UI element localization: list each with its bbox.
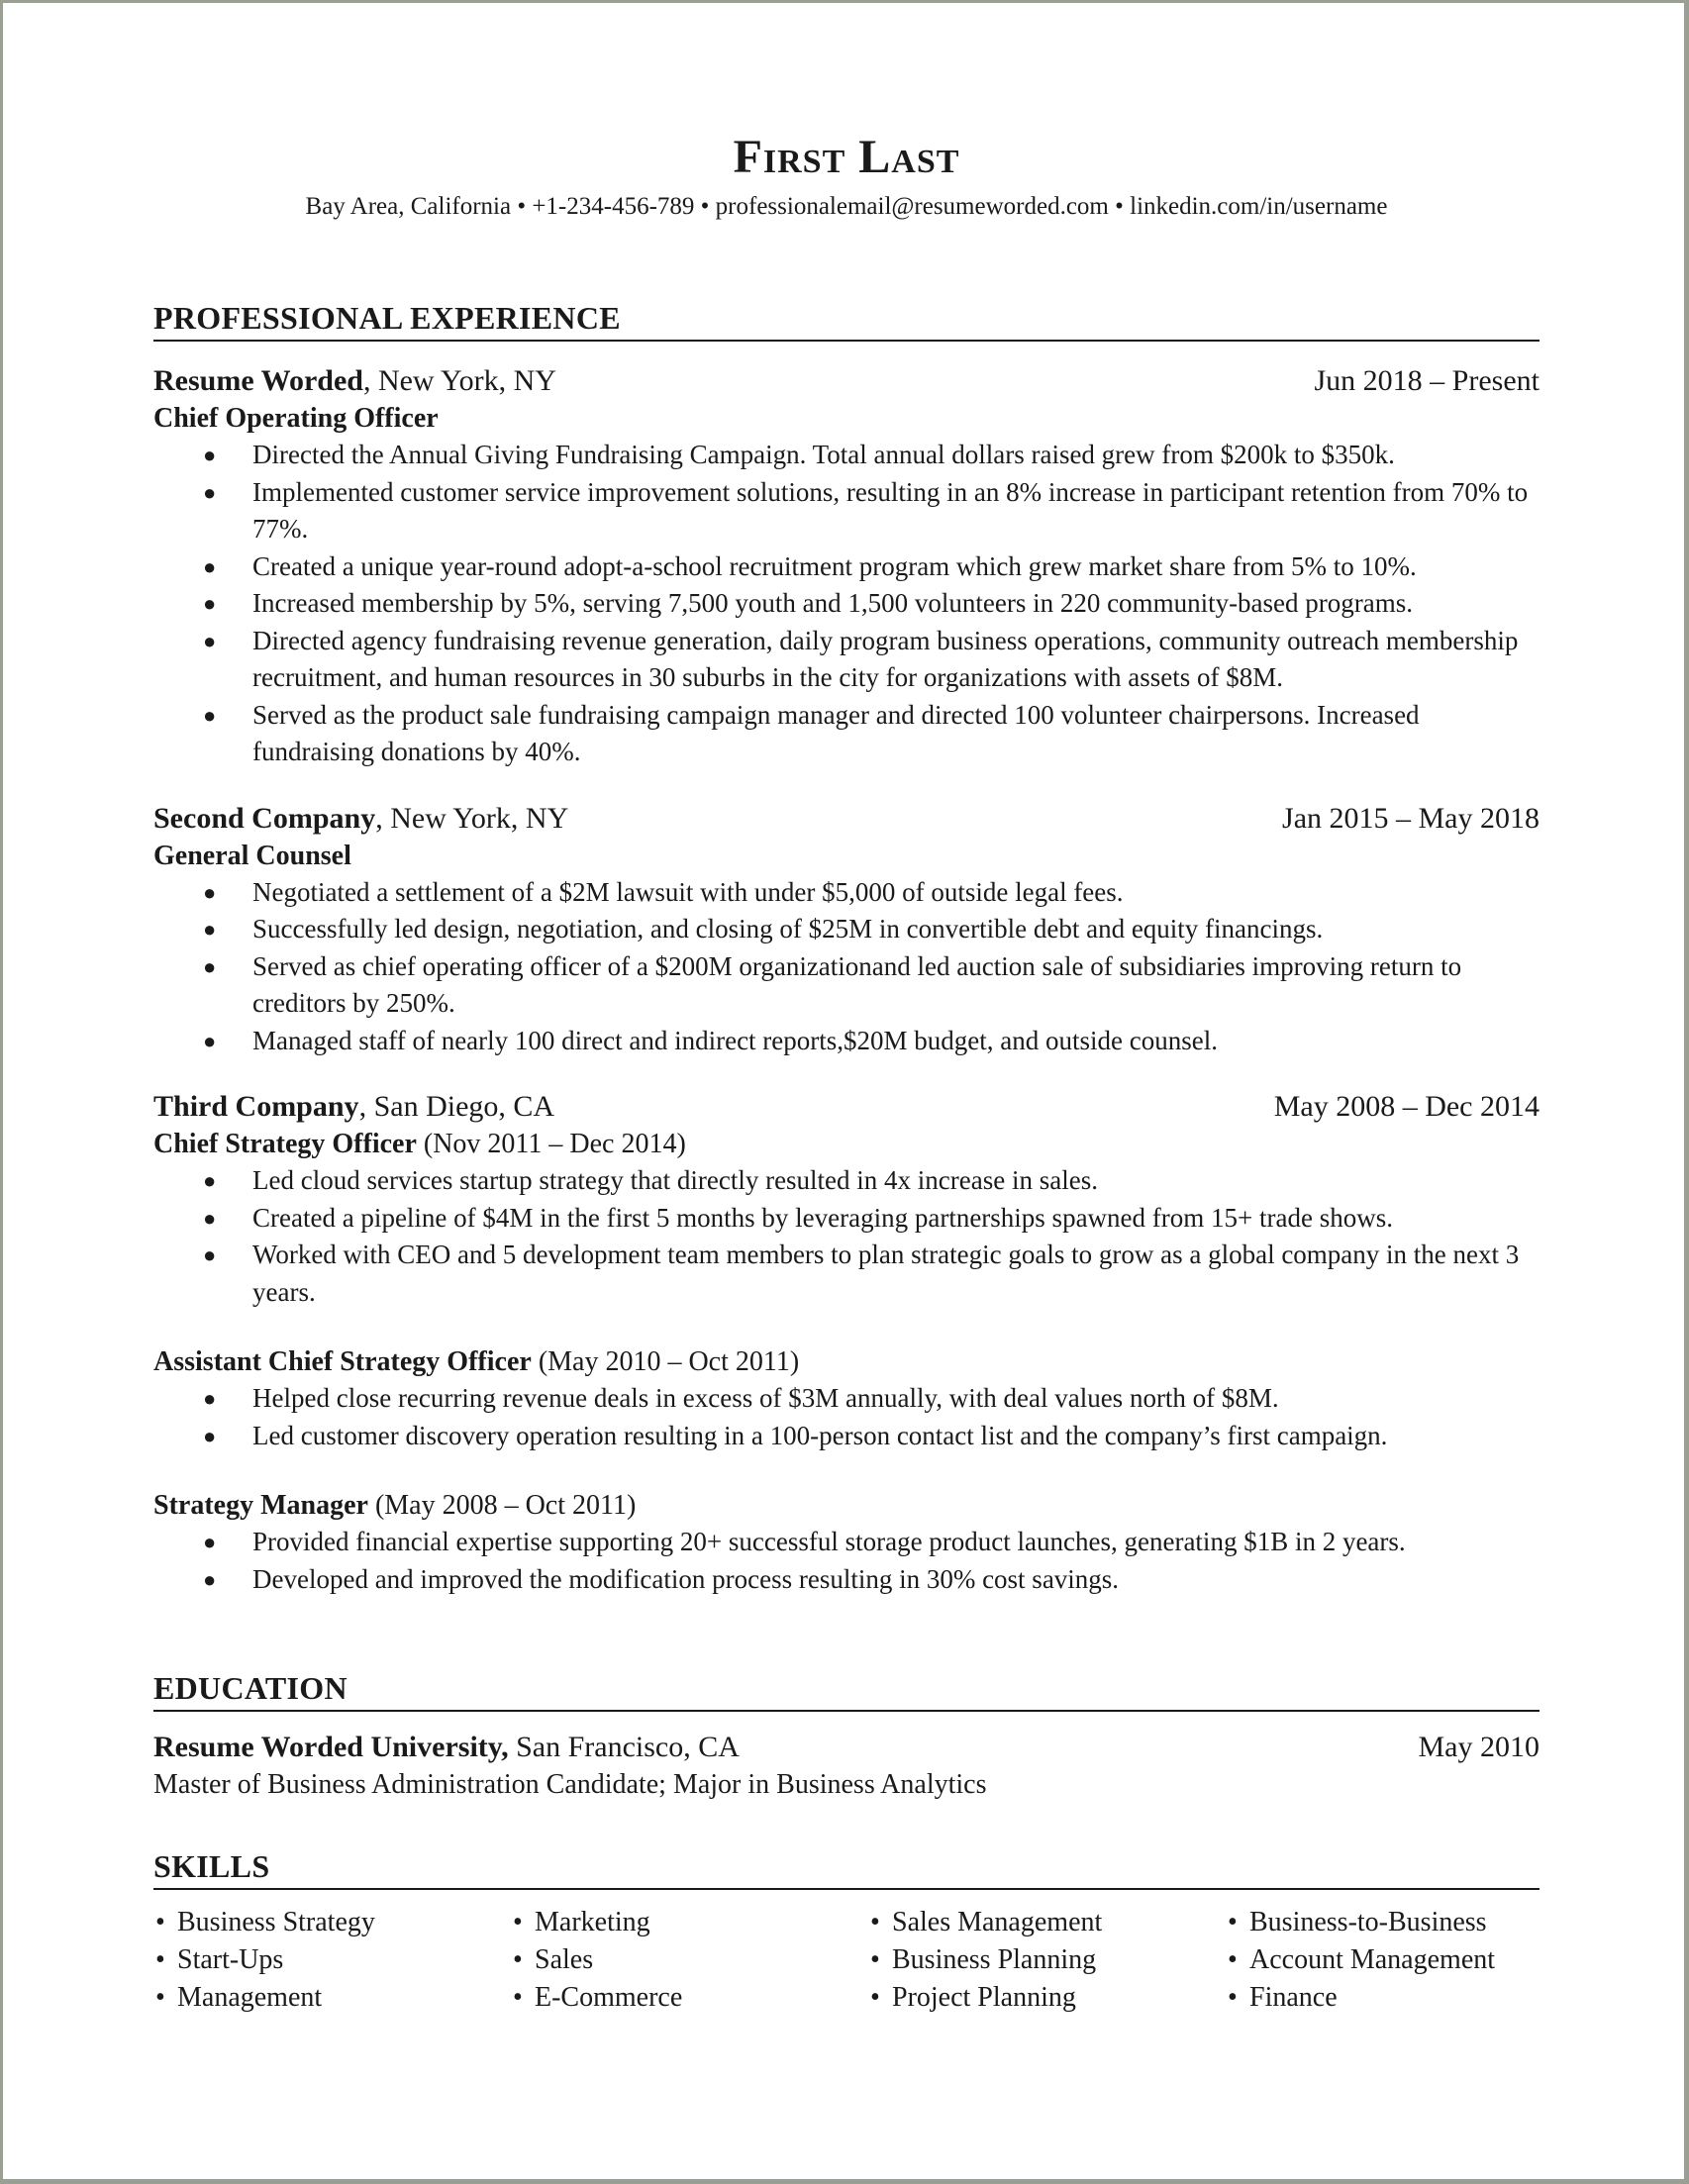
- section-title-skills: SKILLS: [153, 1846, 1540, 1890]
- role-title: Assistant Chief Strategy Officer: [153, 1346, 532, 1377]
- degree: Master of Business Administration Candidate; Major in Business Analytics: [153, 1769, 987, 1800]
- skill-item: • Project Planning: [868, 1979, 1226, 2017]
- bullet-item: ● Developed and improved the modification process resulting in 30% cost savings.: [153, 1561, 1540, 1599]
- bullet-item: ● Successfully led design, negotiation, and closing of $25M in convertible debt and equity financings.: [153, 911, 1540, 948]
- education-header: [153, 1728, 1540, 1767]
- bullet-item: ● Directed agency fundraising revenue generation, daily program business operations, community outreach membership recruitment, and human resources in 30 suburbs in the city for organizations with assets of $8M.: [153, 623, 1540, 697]
- bullet-item: ● Created a pipeline of $4M in the first 5 months by leveraging partnerships spawned from 15+ trade shows.: [153, 1200, 1540, 1238]
- skills-section: [153, 1846, 1540, 2017]
- role-dates: (Nov 2011 – Dec 2014): [416, 1129, 686, 1159]
- company-name: Second Company: [153, 801, 376, 835]
- bullet-item: ● Served as chief operating officer of a $200M organizationand led auction sale of subsidiaries improving return to creditors by 250%.: [153, 948, 1540, 1023]
- job-entry: [153, 361, 1540, 771]
- job-role: [153, 401, 1540, 437]
- section-title-experience: PROFESSIONAL EXPERIENCE: [153, 298, 1540, 342]
- experience-section: [153, 298, 1540, 1598]
- job-role: [153, 1127, 1540, 1162]
- job-header: [153, 799, 1540, 839]
- bullet-item: ● Helped close recurring revenue deals in excess of $3M annually, with deal values north of $8M.: [153, 1380, 1540, 1418]
- resume-page: [3, 3, 1684, 2179]
- skill-item: • Business Strategy: [153, 1904, 511, 1941]
- job-dates: Jun 2018 – Present: [1314, 364, 1540, 397]
- section-title-education: EDUCATION: [153, 1668, 1540, 1712]
- job-header: [153, 1087, 1540, 1127]
- job-role: [153, 839, 1540, 874]
- job-header: [153, 361, 1540, 401]
- role-title: General Counsel: [153, 840, 351, 871]
- job-role: [153, 1344, 1540, 1380]
- skill-item: • E-Commerce: [511, 1979, 868, 2017]
- education-date: May 2010: [1418, 1731, 1540, 1763]
- bullet-item: ● Implemented customer service improvement solutions, resulting in an 8% increase in participant retention from 70% to 77%.: [153, 474, 1540, 548]
- skill-item: • Marketing: [511, 1904, 868, 1941]
- skill-item: • Management: [153, 1979, 511, 2017]
- company-location: , New York, NY: [375, 801, 569, 835]
- role-dates: (May 2008 – Oct 2011): [367, 1490, 637, 1521]
- company-name: Third Company: [153, 1090, 359, 1123]
- role-title: Chief Operating Officer: [153, 403, 439, 434]
- bullet-item: ● Provided financial expertise supporting 20+ successful storage product launches, generating $1B in 2 years.: [153, 1524, 1540, 1561]
- job-bullets: [153, 1380, 1540, 1454]
- bullet-item: ● Increased membership by 5%, serving 7,500 youth and 1,500 volunteers in 220 community-based programs.: [153, 585, 1540, 623]
- company-name: Resume Worded: [153, 364, 363, 397]
- bullet-item: ● Created a unique year-round adopt-a-school recruitment program which grew market share from 5% to 10%.: [153, 548, 1540, 586]
- bullet-item: ● Directed the Annual Giving Fundraising Campaign. Total annual dollars raised grew from $200k to $350k.: [153, 437, 1540, 474]
- skill-item: • Business-to-Business: [1226, 1904, 1540, 1941]
- skill-item: • Business Planning: [868, 1941, 1226, 1979]
- job-bullets: [153, 1524, 1540, 1598]
- bullet-item: ● Worked with CEO and 5 development team members to plan strategic goals to grow as a global company in the next 3 years.: [153, 1237, 1540, 1311]
- contact-line: Bay Area, California • +1-234-456-789 • professionalemail@resumeworded.com • linkedin.com/in/username: [305, 193, 1388, 220]
- job-bullets: [153, 437, 1540, 771]
- education-section: [153, 1668, 1540, 1803]
- sub-role-entry: [153, 1488, 1540, 1598]
- job-entry: [153, 1087, 1540, 1311]
- candidate-name: First Last: [733, 131, 960, 183]
- job-bullets: [153, 874, 1540, 1060]
- bullet-item: ● Managed staff of nearly 100 direct and indirect reports,$20M budget, and outside counsel.: [153, 1023, 1540, 1060]
- role-title: Chief Strategy Officer: [153, 1129, 417, 1159]
- company-location: , New York, NY: [362, 364, 556, 397]
- job-dates: Jan 2015 – May 2018: [1282, 801, 1540, 835]
- role-title: Strategy Manager: [153, 1490, 368, 1521]
- skill-item: • Finance: [1226, 1979, 1540, 2017]
- skill-item: • Account Management: [1226, 1941, 1540, 1979]
- company-location: , San Diego, CA: [358, 1090, 555, 1123]
- bullet-item: ● Served as the product sale fundraising campaign manager and directed 100 volunteer chairpersons. Increased fundraising donations by 40%.: [153, 697, 1540, 771]
- job-bullets: [153, 1162, 1540, 1311]
- job-role: [153, 1488, 1540, 1524]
- bullet-item: ● Negotiated a settlement of a $2M lawsuit with under $5,000 of outside legal fees.: [153, 874, 1540, 912]
- skill-item: • Start-Ups: [153, 1941, 511, 1979]
- school-location: San Francisco, CA: [508, 1731, 740, 1763]
- skill-item: • Sales Management: [868, 1904, 1226, 1941]
- role-dates: (May 2010 – Oct 2011): [531, 1346, 800, 1377]
- school-name: Resume Worded University,: [153, 1731, 509, 1763]
- bullet-item: ● Led customer discovery operation resulting in a 100-person contact list and the company’s first campaign.: [153, 1418, 1540, 1455]
- skills-grid: [153, 1904, 1540, 2017]
- bullet-item: ● Led cloud services startup strategy that directly resulted in 4x increase in sales.: [153, 1162, 1540, 1200]
- job-dates: May 2008 – Dec 2014: [1273, 1090, 1540, 1123]
- skill-item: • Sales: [511, 1941, 868, 1979]
- sub-role-entry: [153, 1344, 1540, 1454]
- job-entry: [153, 799, 1540, 1060]
